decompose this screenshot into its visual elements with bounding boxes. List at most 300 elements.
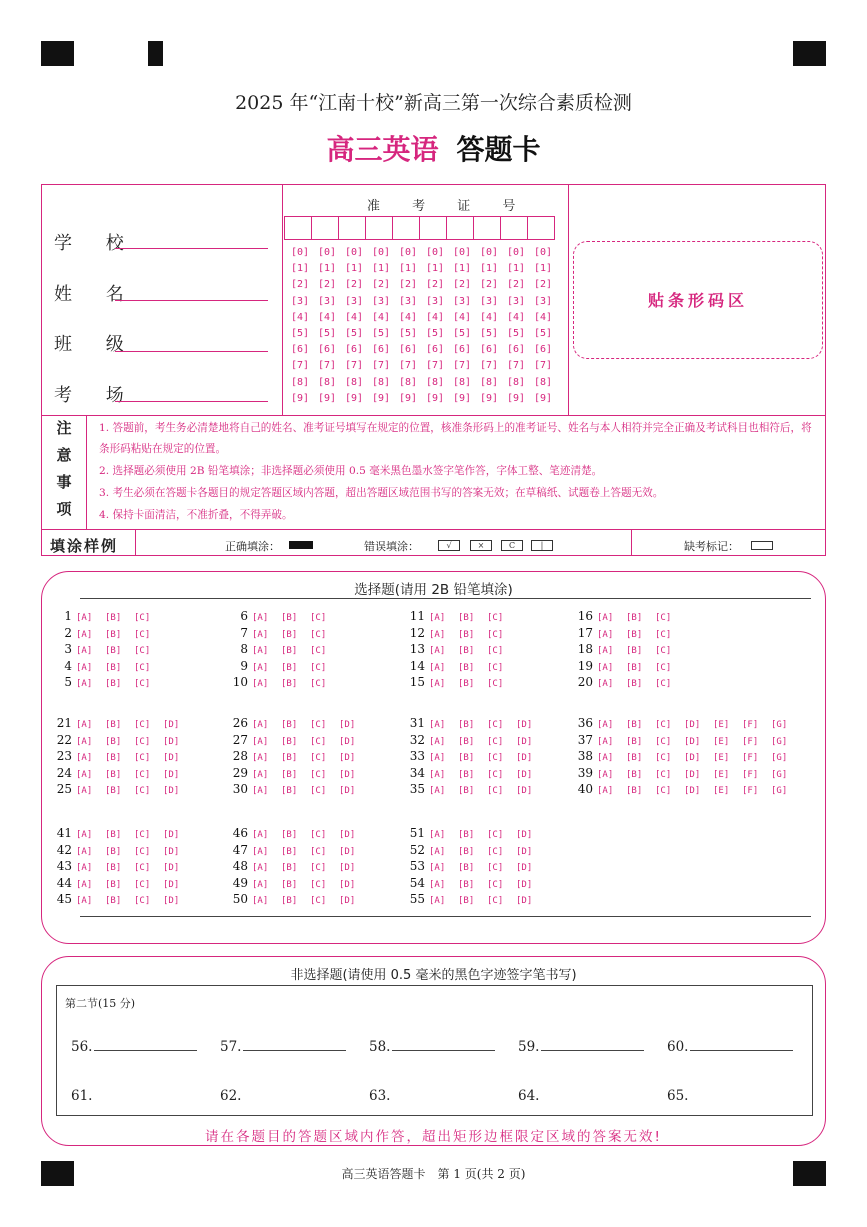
option-bubble[interactable]: [A] <box>597 679 614 689</box>
option-bubble[interactable]: [B] <box>105 896 122 906</box>
option-bubble[interactable]: [C] <box>487 863 504 873</box>
option-bubble[interactable]: [B] <box>458 679 475 689</box>
exam-number-box[interactable] <box>500 216 528 240</box>
option-bubble[interactable]: [B] <box>105 720 122 730</box>
option-bubble[interactable]: [A] <box>252 879 269 890</box>
digit-bubble[interactable]: [9] <box>425 392 445 404</box>
option-bubble[interactable]: [C] <box>310 662 327 673</box>
digit-bubble[interactable]: [3] <box>371 295 391 307</box>
option-bubble[interactable]: [D] <box>339 830 356 840</box>
option-bubble[interactable]: [D] <box>339 846 356 857</box>
digit-bubble[interactable]: [3] <box>452 295 472 307</box>
option-bubble[interactable]: [C] <box>487 830 504 840</box>
digit-bubble[interactable]: [8] <box>452 376 472 388</box>
option-bubble[interactable]: [C] <box>310 863 327 873</box>
option-bubble[interactable]: [B] <box>626 753 643 763</box>
option-bubble[interactable]: [B] <box>105 830 122 840</box>
option-bubble[interactable]: [A] <box>429 896 446 906</box>
option-bubble[interactable]: [C] <box>134 646 151 656</box>
option-bubble[interactable]: [B] <box>458 786 475 796</box>
option-bubble[interactable]: [B] <box>626 613 643 623</box>
option-bubble[interactable]: [A] <box>76 629 93 640</box>
digit-bubble[interactable]: [0] <box>452 247 472 258</box>
option-bubble[interactable]: [B] <box>458 830 475 840</box>
digit-bubble[interactable]: [2] <box>479 279 499 291</box>
option-bubble[interactable]: [B] <box>281 896 298 906</box>
option-bubble[interactable]: [A] <box>597 629 614 640</box>
option-bubble[interactable]: [B] <box>458 629 475 640</box>
option-bubble[interactable]: [C] <box>310 786 327 796</box>
option-bubble[interactable]: [B] <box>626 679 643 689</box>
option-bubble[interactable]: [A] <box>429 830 446 840</box>
digit-bubble[interactable]: [7] <box>425 360 445 372</box>
digit-bubble[interactable]: [1] <box>452 263 472 275</box>
digit-bubble[interactable]: [8] <box>506 376 526 388</box>
option-bubble[interactable]: [B] <box>458 769 475 780</box>
digit-bubble[interactable]: [9] <box>290 392 310 404</box>
option-bubble[interactable]: [C] <box>310 769 327 780</box>
digit-bubble[interactable]: [8] <box>533 376 553 388</box>
digit-bubble[interactable]: [1] <box>371 263 391 275</box>
digit-bubble[interactable]: [9] <box>479 392 499 404</box>
option-bubble[interactable]: [C] <box>310 613 327 623</box>
option-bubble[interactable]: [A] <box>252 830 269 840</box>
option-bubble[interactable]: [B] <box>281 679 298 689</box>
option-bubble[interactable]: [D] <box>163 786 180 796</box>
digit-bubble[interactable]: [4] <box>533 311 553 323</box>
option-bubble[interactable]: [C] <box>487 879 504 890</box>
digit-bubble[interactable]: [8] <box>479 376 499 388</box>
option-bubble[interactable]: [C] <box>487 736 504 747</box>
answer-blank[interactable] <box>667 1088 688 1104</box>
digit-bubble[interactable]: [5] <box>452 327 472 339</box>
option-bubble[interactable]: [A] <box>429 629 446 640</box>
option-bubble[interactable]: [A] <box>252 646 269 656</box>
digit-bubble[interactable]: [5] <box>506 327 526 339</box>
digit-bubble[interactable]: [5] <box>344 327 364 339</box>
digit-bubble[interactable]: [6] <box>506 344 526 356</box>
option-bubble[interactable]: [A] <box>252 769 269 780</box>
option-bubble[interactable]: [D] <box>163 879 180 890</box>
option-bubble[interactable]: [D] <box>163 769 180 780</box>
digit-bubble[interactable]: [3] <box>344 295 364 307</box>
option-bubble[interactable]: [D] <box>684 736 701 747</box>
answer-blank[interactable] <box>71 1038 197 1055</box>
option-bubble[interactable]: [E] <box>713 720 730 730</box>
digit-bubble[interactable]: [6] <box>425 344 445 356</box>
answer-blank[interactable] <box>71 1088 92 1104</box>
option-bubble[interactable]: [A] <box>429 646 446 656</box>
option-bubble[interactable]: [D] <box>516 769 533 780</box>
option-bubble[interactable]: [B] <box>458 613 475 623</box>
option-bubble[interactable]: [G] <box>771 786 788 796</box>
digit-bubble[interactable]: [8] <box>344 376 364 388</box>
option-bubble[interactable]: [C] <box>134 613 151 623</box>
option-bubble[interactable]: [C] <box>487 720 504 730</box>
option-bubble[interactable]: [A] <box>429 720 446 730</box>
digit-bubble[interactable]: [0] <box>533 247 553 258</box>
option-bubble[interactable]: [A] <box>429 846 446 857</box>
option-bubble[interactable]: [B] <box>626 786 643 796</box>
exam-number-boxes[interactable] <box>285 216 555 240</box>
option-bubble[interactable]: [C] <box>134 769 151 780</box>
digit-bubble[interactable]: [7] <box>344 360 364 372</box>
digit-bubble[interactable]: [3] <box>398 295 418 307</box>
option-bubble[interactable]: [C] <box>655 736 672 747</box>
digit-bubble[interactable]: [6] <box>452 344 472 356</box>
exam-number-box[interactable] <box>446 216 474 240</box>
option-bubble[interactable]: [B] <box>105 786 122 796</box>
digit-bubble[interactable]: [2] <box>506 279 526 291</box>
option-bubble[interactable]: [B] <box>105 613 122 623</box>
option-bubble[interactable]: [E] <box>713 753 730 763</box>
option-bubble[interactable]: [A] <box>252 679 269 689</box>
option-bubble[interactable]: [C] <box>134 863 151 873</box>
option-bubble[interactable]: [C] <box>310 679 327 689</box>
digit-bubble[interactable]: [7] <box>452 360 472 372</box>
answer-blank[interactable] <box>667 1038 793 1055</box>
option-bubble[interactable]: [B] <box>105 753 122 763</box>
option-bubble[interactable]: [D] <box>516 846 533 857</box>
exam-number-box[interactable] <box>284 216 312 240</box>
option-bubble[interactable]: [C] <box>310 846 327 857</box>
school-field[interactable] <box>115 247 268 249</box>
option-bubble[interactable]: [B] <box>105 629 122 640</box>
digit-bubble[interactable]: [1] <box>290 263 310 275</box>
option-bubble[interactable]: [D] <box>163 896 180 906</box>
option-bubble[interactable]: [B] <box>458 736 475 747</box>
digit-bubble[interactable]: [4] <box>452 311 472 323</box>
option-bubble[interactable]: [A] <box>76 662 93 673</box>
option-bubble[interactable]: [D] <box>163 720 180 730</box>
option-bubble[interactable]: [D] <box>684 769 701 780</box>
answer-line[interactable] <box>541 1038 644 1051</box>
option-bubble[interactable]: [D] <box>339 753 356 763</box>
option-bubble[interactable]: [A] <box>429 613 446 623</box>
option-bubble[interactable]: [D] <box>516 786 533 796</box>
option-bubble[interactable]: [A] <box>76 769 93 780</box>
answer-blank[interactable] <box>518 1088 539 1104</box>
option-bubble[interactable]: [B] <box>458 896 475 906</box>
digit-bubble[interactable]: [7] <box>533 360 553 372</box>
exam-number-box[interactable] <box>338 216 366 240</box>
option-bubble[interactable]: [B] <box>458 863 475 873</box>
option-bubble[interactable]: [A] <box>252 736 269 747</box>
option-bubble[interactable]: [A] <box>429 863 446 873</box>
option-bubble[interactable]: [D] <box>516 753 533 763</box>
digit-bubble[interactable]: [7] <box>290 360 310 372</box>
option-bubble[interactable]: [A] <box>252 720 269 730</box>
digit-bubble[interactable]: [9] <box>452 392 472 404</box>
option-bubble[interactable]: [B] <box>281 830 298 840</box>
answer-blank[interactable] <box>369 1088 390 1104</box>
option-bubble[interactable]: [C] <box>655 679 672 689</box>
option-bubble[interactable]: [B] <box>281 736 298 747</box>
option-bubble[interactable]: [E] <box>713 786 730 796</box>
option-bubble[interactable]: [B] <box>626 720 643 730</box>
option-bubble[interactable]: [B] <box>281 662 298 673</box>
option-bubble[interactable]: [A] <box>76 896 93 906</box>
option-bubble[interactable]: [B] <box>458 720 475 730</box>
digit-bubble[interactable]: [6] <box>398 344 418 356</box>
option-bubble[interactable]: [G] <box>771 720 788 730</box>
digit-bubble[interactable]: [5] <box>425 327 445 339</box>
option-bubble[interactable]: [A] <box>429 662 446 673</box>
option-bubble[interactable]: [D] <box>516 720 533 730</box>
digit-bubble[interactable]: [7] <box>371 360 391 372</box>
option-bubble[interactable]: [D] <box>684 720 701 730</box>
option-bubble[interactable]: [F] <box>742 786 759 796</box>
digit-bubble[interactable]: [6] <box>533 344 553 356</box>
option-bubble[interactable]: [A] <box>597 736 614 747</box>
option-bubble[interactable]: [C] <box>310 720 327 730</box>
option-bubble[interactable]: [B] <box>281 646 298 656</box>
option-bubble[interactable]: [A] <box>76 830 93 840</box>
answer-line[interactable] <box>690 1038 793 1051</box>
option-bubble[interactable]: [C] <box>655 662 672 673</box>
option-bubble[interactable]: [E] <box>713 769 730 780</box>
option-bubble[interactable]: [C] <box>134 662 151 673</box>
answer-blank[interactable] <box>518 1038 644 1055</box>
digit-bubble[interactable]: [2] <box>344 279 364 291</box>
option-bubble[interactable]: [B] <box>458 879 475 890</box>
option-bubble[interactable]: [A] <box>76 646 93 656</box>
digit-bubble[interactable]: [6] <box>479 344 499 356</box>
option-bubble[interactable]: [B] <box>105 846 122 857</box>
option-bubble[interactable]: [A] <box>252 613 269 623</box>
digit-bubble[interactable]: [2] <box>452 279 472 291</box>
digit-bubble[interactable]: [5] <box>398 327 418 339</box>
digit-bubble[interactable]: [8] <box>290 376 310 388</box>
option-bubble[interactable]: [D] <box>516 736 533 747</box>
option-bubble[interactable]: [B] <box>105 769 122 780</box>
option-bubble[interactable]: [C] <box>655 629 672 640</box>
option-bubble[interactable]: [A] <box>76 679 93 689</box>
digit-bubble[interactable]: [8] <box>317 376 337 388</box>
digit-bubble[interactable]: [7] <box>506 360 526 372</box>
exam-number-box[interactable] <box>419 216 447 240</box>
option-bubble[interactable]: [A] <box>597 769 614 780</box>
answer-blank[interactable] <box>369 1038 495 1055</box>
option-bubble[interactable]: [D] <box>684 786 701 796</box>
option-bubble[interactable]: [A] <box>252 662 269 673</box>
digit-bubble[interactable]: [5] <box>533 327 553 339</box>
digit-bubble[interactable]: [4] <box>479 311 499 323</box>
option-bubble[interactable]: [C] <box>134 753 151 763</box>
option-bubble[interactable]: [B] <box>105 863 122 873</box>
option-bubble[interactable]: [D] <box>339 769 356 780</box>
option-bubble[interactable]: [C] <box>655 769 672 780</box>
option-bubble[interactable]: [C] <box>487 629 504 640</box>
answer-line[interactable] <box>94 1038 197 1051</box>
option-bubble[interactable]: [B] <box>281 879 298 890</box>
answer-blank[interactable] <box>220 1038 346 1055</box>
class-field[interactable] <box>115 350 268 352</box>
option-bubble[interactable]: [C] <box>310 629 327 640</box>
digit-bubble[interactable]: [9] <box>506 392 526 404</box>
option-bubble[interactable]: [C] <box>655 646 672 656</box>
exam-number-box[interactable] <box>365 216 393 240</box>
digit-bubble[interactable]: [0] <box>317 247 337 258</box>
digit-bubble[interactable]: [1] <box>479 263 499 275</box>
option-bubble[interactable]: [C] <box>134 786 151 796</box>
option-bubble[interactable]: [F] <box>742 753 759 763</box>
digit-bubble[interactable]: [3] <box>425 295 445 307</box>
option-bubble[interactable]: [C] <box>134 720 151 730</box>
exam-number-box[interactable] <box>392 216 420 240</box>
digit-bubble[interactable]: [1] <box>317 263 337 275</box>
option-bubble[interactable]: [C] <box>655 786 672 796</box>
option-bubble[interactable]: [B] <box>626 769 643 780</box>
digit-bubble[interactable]: [6] <box>290 344 310 356</box>
digit-bubble[interactable]: [8] <box>425 376 445 388</box>
digit-bubble[interactable]: [2] <box>533 279 553 291</box>
option-bubble[interactable]: [D] <box>339 879 356 890</box>
digit-bubble[interactable]: [2] <box>371 279 391 291</box>
option-bubble[interactable]: [C] <box>134 879 151 890</box>
option-bubble[interactable]: [A] <box>76 736 93 747</box>
option-bubble[interactable]: [F] <box>742 720 759 730</box>
option-bubble[interactable]: [D] <box>163 736 180 747</box>
option-bubble[interactable]: [A] <box>76 786 93 796</box>
option-bubble[interactable]: [D] <box>339 863 356 873</box>
option-bubble[interactable]: [E] <box>713 736 730 747</box>
option-bubble[interactable]: [C] <box>487 613 504 623</box>
option-bubble[interactable]: [D] <box>516 830 533 840</box>
option-bubble[interactable]: [A] <box>252 846 269 857</box>
digit-bubble[interactable]: [3] <box>479 295 499 307</box>
option-bubble[interactable]: [C] <box>655 753 672 763</box>
digit-bubble[interactable]: [8] <box>371 376 391 388</box>
option-bubble[interactable]: [F] <box>742 769 759 780</box>
option-bubble[interactable]: [C] <box>487 896 504 906</box>
option-bubble[interactable]: [B] <box>458 846 475 857</box>
option-bubble[interactable]: [B] <box>281 613 298 623</box>
option-bubble[interactable]: [B] <box>105 662 122 673</box>
digit-bubble[interactable]: [0] <box>371 247 391 258</box>
digit-bubble[interactable]: [6] <box>371 344 391 356</box>
answer-line[interactable] <box>392 1038 495 1051</box>
option-bubble[interactable]: [D] <box>339 896 356 906</box>
option-bubble[interactable]: [A] <box>429 769 446 780</box>
option-bubble[interactable]: [C] <box>310 646 327 656</box>
digit-bubble[interactable]: [5] <box>371 327 391 339</box>
option-bubble[interactable]: [C] <box>655 720 672 730</box>
digit-bubble[interactable]: [0] <box>479 247 499 258</box>
digit-bubble[interactable]: [3] <box>317 295 337 307</box>
digit-bubble[interactable]: [5] <box>317 327 337 339</box>
digit-bubble[interactable]: [4] <box>371 311 391 323</box>
option-bubble[interactable]: [A] <box>429 736 446 747</box>
digit-bubble[interactable]: [4] <box>506 311 526 323</box>
option-bubble[interactable]: [A] <box>252 863 269 873</box>
option-bubble[interactable]: [D] <box>516 896 533 906</box>
option-bubble[interactable]: [B] <box>281 786 298 796</box>
option-bubble[interactable]: [A] <box>76 720 93 730</box>
option-bubble[interactable]: [C] <box>134 896 151 906</box>
option-bubble[interactable]: [A] <box>597 753 614 763</box>
digit-bubble[interactable]: [9] <box>371 392 391 404</box>
option-bubble[interactable]: [B] <box>105 679 122 689</box>
option-bubble[interactable]: [C] <box>487 662 504 673</box>
digit-bubble[interactable]: [7] <box>398 360 418 372</box>
digit-bubble[interactable]: [5] <box>479 327 499 339</box>
option-bubble[interactable]: [C] <box>310 830 327 840</box>
option-bubble[interactable]: [A] <box>429 786 446 796</box>
option-bubble[interactable]: [C] <box>134 629 151 640</box>
digit-bubble[interactable]: [1] <box>506 263 526 275</box>
option-bubble[interactable]: [D] <box>339 720 356 730</box>
option-bubble[interactable]: [B] <box>281 720 298 730</box>
digit-bubble[interactable]: [9] <box>344 392 364 404</box>
option-bubble[interactable]: [C] <box>134 679 151 689</box>
option-bubble[interactable]: [B] <box>458 646 475 656</box>
option-bubble[interactable]: [D] <box>163 863 180 873</box>
option-bubble[interactable]: [B] <box>626 629 643 640</box>
digit-bubble[interactable]: [9] <box>317 392 337 404</box>
digit-bubble[interactable]: [7] <box>479 360 499 372</box>
option-bubble[interactable]: [A] <box>252 786 269 796</box>
digit-bubble[interactable]: [3] <box>290 295 310 307</box>
option-bubble[interactable]: [C] <box>655 613 672 623</box>
exam-number-box[interactable] <box>473 216 501 240</box>
digit-bubble[interactable]: [3] <box>533 295 553 307</box>
option-bubble[interactable]: [A] <box>597 646 614 656</box>
digit-bubble[interactable]: [4] <box>425 311 445 323</box>
option-bubble[interactable]: [A] <box>597 613 614 623</box>
digit-bubble[interactable]: [6] <box>344 344 364 356</box>
option-bubble[interactable]: [B] <box>626 736 643 747</box>
option-bubble[interactable]: [B] <box>458 662 475 673</box>
name-field[interactable] <box>115 299 268 301</box>
option-bubble[interactable]: [B] <box>281 846 298 857</box>
option-bubble[interactable]: [A] <box>76 863 93 873</box>
answer-line[interactable] <box>243 1038 346 1051</box>
option-bubble[interactable]: [B] <box>105 879 122 890</box>
digit-bubble[interactable]: [9] <box>398 392 418 404</box>
digit-bubble[interactable]: [2] <box>317 279 337 291</box>
option-bubble[interactable]: [A] <box>597 662 614 673</box>
digit-bubble[interactable]: [4] <box>344 311 364 323</box>
option-bubble[interactable]: [B] <box>105 736 122 747</box>
digit-bubble[interactable]: [0] <box>398 247 418 258</box>
digit-bubble[interactable]: [8] <box>398 376 418 388</box>
option-bubble[interactable]: [A] <box>76 613 93 623</box>
option-bubble[interactable]: [B] <box>281 863 298 873</box>
digit-bubble[interactable]: [1] <box>533 263 553 275</box>
digit-bubble[interactable]: [4] <box>317 311 337 323</box>
option-bubble[interactable]: [B] <box>458 753 475 763</box>
exam-room-field[interactable] <box>115 400 268 402</box>
digit-bubble[interactable]: [1] <box>344 263 364 275</box>
digit-bubble[interactable]: [2] <box>398 279 418 291</box>
digit-bubble[interactable]: [2] <box>425 279 445 291</box>
digit-bubble[interactable]: [4] <box>290 311 310 323</box>
option-bubble[interactable]: [G] <box>771 753 788 763</box>
digit-bubble[interactable]: [0] <box>290 247 310 258</box>
digit-bubble[interactable]: [2] <box>290 279 310 291</box>
option-bubble[interactable]: [A] <box>429 679 446 689</box>
option-bubble[interactable]: [C] <box>310 896 327 906</box>
option-bubble[interactable]: [C] <box>487 753 504 763</box>
option-bubble[interactable]: [B] <box>281 753 298 763</box>
option-bubble[interactable]: [B] <box>626 646 643 656</box>
option-bubble[interactable]: [D] <box>516 863 533 873</box>
option-bubble[interactable]: [C] <box>487 786 504 796</box>
option-bubble[interactable]: [A] <box>597 786 614 796</box>
option-bubble[interactable]: [D] <box>339 786 356 796</box>
option-bubble[interactable]: [A] <box>76 753 93 763</box>
